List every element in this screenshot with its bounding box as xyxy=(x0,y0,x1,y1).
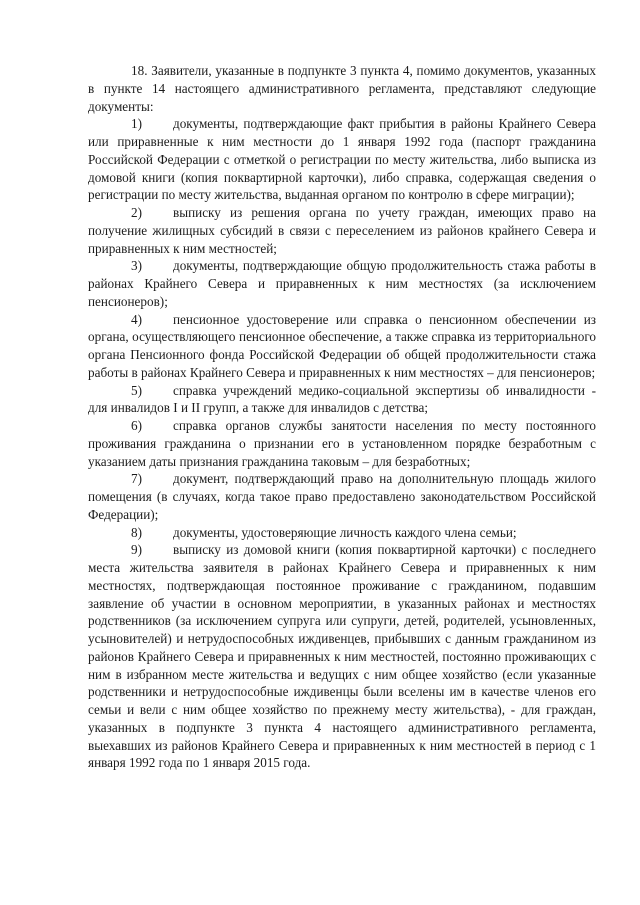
list-item xyxy=(88,311,596,382)
list-item-text: справка учреждений медико-социальной экспертизы об инвалидности - для инвалидов I и II групп, а также для инвалидов с детства; xyxy=(88,382,596,416)
list-item-number: 5) xyxy=(131,382,142,398)
list-item-number: 8) xyxy=(131,524,142,540)
list-item xyxy=(88,417,596,470)
intro-paragraph: 18. Заявители, указанные в подпункте 3 пункта 4, помимо документов, указанных в пункте 14 настоящего административного регламента, представляют следующие документы: xyxy=(88,63,596,114)
list-item-number: 9) xyxy=(131,542,142,558)
list-item-number: 7) xyxy=(131,471,142,487)
list-item xyxy=(88,257,596,310)
document-list xyxy=(88,115,596,772)
document-page xyxy=(88,62,596,772)
list-item-text: документы, подтверждающие общую продолжительность стажа работы в районах Крайнего Севера и приравненных к ним местностях (за исключением пенсионеров); xyxy=(88,258,596,309)
list-item-text: документ, подтверждающий право на дополнительную площадь жилого помещения (в случаях, когда такое право предоставлено законодательством Российской Федерации); xyxy=(88,471,596,522)
list-item-number: 6) xyxy=(131,418,142,433)
list-item-text: справка органов службы занятости населения по месту постоянного проживания гражданина о признании его в установленном порядке безработным с указанием даты признания гражданина таковым – для безработных; xyxy=(88,418,596,469)
list-item-text: выписку из решения органа по учету граждан, имеющих право на получение жилищных субсидий в связи с переселением из районов крайнего Севера и приравненных к ним местностей; xyxy=(88,205,596,256)
list-item-text: документы, удостоверяющие личность каждого члена семьи; xyxy=(173,524,517,540)
list-item xyxy=(88,541,596,772)
list-item-text: документы, подтверждающие факт прибытия в районы Крайнего Севера или приравненные к ним местности до 1 января 1992 года (паспорт гражданина Российской Федерации с отметкой о регистрации по месту жительства, либо выписка из домовой книги (копия поквартирной карточки), либо справка, содержащая сведения о регистрации по месту жительства, выданная органом по контролю в сфере миграции); xyxy=(88,116,596,203)
list-item-text: выписку из домовой книги (копия поквартирной карточки) с последнего места жительства заявителя в районах Крайнего Севера и приравненных к ним местностях, подтверждающая постоянное проживание с гражданином, подавшим заявление об участии в основном мероприятии, в указанных районах и местностях родственников (за исключением супруга или супруги, детей, родителей, усыновленных, усыновителей) и нетрудоспособных иждивенцев, прибывших с данным гражданином из районов Крайнего Севера и приравненных к ним местностей, постоянно проживающих с ним в избранном месте жительства и ведущих с ним общее хозяйство (если указанные родственники и нетрудоспособные иждивенцы были вселены им в качестве членов его семьи и вели с ним общее хозяйство по прежнему месту жительства), - для граждан, указанных в подпункте 3 пункта 4 настоящего административного регламента, выехавших из районов Крайнего Севера и приравненных к ним местностей в период с 1 января 1992 года по 1 января 2015 года. xyxy=(88,542,596,771)
list-item-number: 4) xyxy=(131,311,142,327)
list-item-text: пенсионное удостоверение или справка о пенсионном обеспечении из органа, осуществляющего пенсионное обеспечение, а также справка из территориального органа Пенсионного фонда Российской Федерации об общей продолжительности стажа работы в районах Крайнего Севера и приравненных к ним местностях – для пенсионеров; xyxy=(88,311,596,380)
list-item xyxy=(88,470,596,523)
list-item xyxy=(88,115,596,204)
list-item-number: 1) xyxy=(131,116,142,132)
list-item xyxy=(88,204,596,257)
list-item-number: 2) xyxy=(131,205,142,220)
list-item xyxy=(88,524,596,542)
list-item xyxy=(88,382,596,418)
list-item-number: 3) xyxy=(131,258,142,274)
